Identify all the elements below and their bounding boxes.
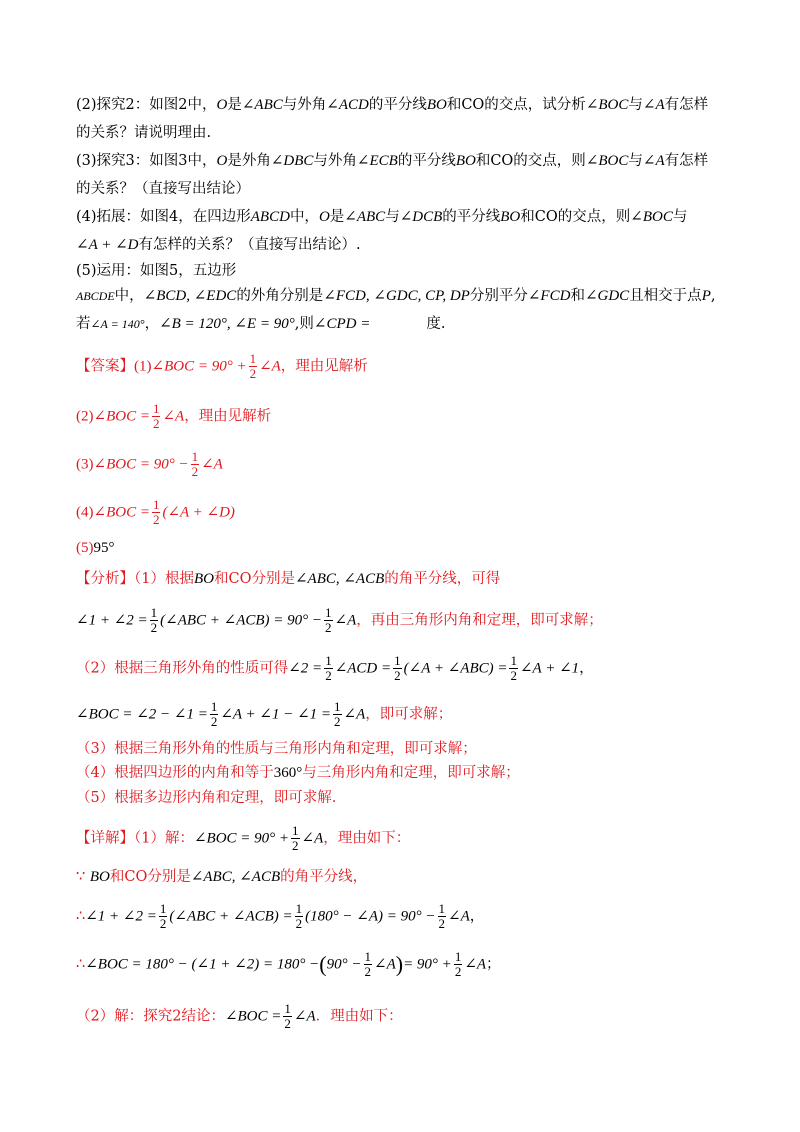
text: ， bbox=[579, 660, 594, 677]
fraction-half: $\frac{1}{2}$ bbox=[284, 1001, 291, 1031]
math: ∠CPD = bbox=[313, 316, 371, 332]
math: ∠1 + ∠2 = bbox=[76, 612, 148, 629]
detail-line-2 bbox=[76, 866, 740, 888]
text: (4)拓展：如图4，在四边形 bbox=[76, 209, 251, 225]
answer-1 bbox=[76, 352, 740, 381]
text: （1）根据 bbox=[134, 571, 194, 587]
math: (∠A + ∠ABC) = bbox=[403, 660, 508, 677]
text: (2)探究2：如图2中， bbox=[76, 97, 217, 113]
text: （2）根据三角形外角的性质可得 bbox=[76, 660, 289, 677]
question-5-line-3 bbox=[76, 313, 740, 335]
text: 中， bbox=[114, 288, 144, 304]
fraction-half: $\frac{1}{2}$ bbox=[295, 901, 303, 931]
text: 和CO分别是 bbox=[109, 869, 191, 885]
text: (5) bbox=[76, 540, 94, 556]
math: 90° − bbox=[326, 956, 362, 973]
math: ∠GDC bbox=[584, 288, 630, 304]
text: ，理由如下： bbox=[323, 830, 411, 847]
question-3-line-1 bbox=[76, 150, 740, 172]
math: ∠A bbox=[201, 456, 223, 473]
right-paren: ) bbox=[395, 951, 404, 977]
fraction-half: $\frac{1}{2}$ bbox=[334, 699, 341, 729]
math: ∠DBC bbox=[270, 153, 314, 169]
math: ∠2 = bbox=[288, 660, 323, 677]
text: 和CO分别是 bbox=[213, 571, 295, 587]
math: BO bbox=[426, 97, 447, 113]
question-2-line-2: 的关系？请说明理由. bbox=[76, 125, 212, 141]
question-2-line-1 bbox=[76, 94, 740, 116]
analysis-line-6 bbox=[76, 762, 740, 784]
text: （4）根据四边形的内角和等于 bbox=[76, 765, 274, 781]
math: BO bbox=[500, 209, 521, 225]
math: ∠ABC, ∠ACB bbox=[190, 869, 281, 885]
math: (∠ABC + ∠ACB) = 90° − bbox=[160, 612, 323, 629]
text: 若 bbox=[76, 316, 91, 332]
math: ∠BOC = 90° + bbox=[151, 358, 247, 375]
math: ∠ABC bbox=[241, 97, 283, 113]
math: ∠BOC = 90° − bbox=[93, 456, 189, 473]
question-5-line-2 bbox=[76, 285, 740, 307]
answer-2 bbox=[76, 402, 740, 431]
text: (3)探究3：如图3中， bbox=[76, 153, 217, 169]
text: (2) bbox=[76, 408, 94, 425]
text: 有怎样 bbox=[664, 97, 709, 113]
math: (∠ABC + ∠ACB) = bbox=[169, 908, 293, 925]
text: 且相交于点 bbox=[629, 288, 702, 304]
text: 与外角 bbox=[313, 153, 357, 169]
text: ， bbox=[469, 908, 485, 925]
detail-tag: 【详解】 bbox=[76, 830, 134, 847]
math: ∠A + ∠1 − ∠1 = bbox=[220, 706, 332, 723]
text: 的平分线 bbox=[442, 209, 501, 225]
text: 与 bbox=[672, 209, 688, 225]
question-4-line-2 bbox=[76, 234, 740, 256]
math: ∠FCD bbox=[527, 288, 571, 304]
math: ∠BOC = bbox=[224, 1008, 282, 1025]
math: ∠BOC bbox=[585, 97, 629, 113]
fraction-half: $\frac{1}{2}$ bbox=[510, 653, 517, 683]
text: 中， bbox=[289, 209, 319, 225]
math: ABCD bbox=[250, 209, 290, 225]
math: ∠A + ∠D bbox=[76, 237, 139, 253]
text: 的角平分线，可得 bbox=[384, 571, 501, 587]
math: ∠A bbox=[642, 97, 665, 113]
math: ∠A = 140° bbox=[90, 317, 145, 331]
math: ∠A bbox=[334, 612, 357, 629]
text: (3) bbox=[76, 456, 94, 473]
fraction-half: $\frac{1}{2}$ bbox=[454, 949, 462, 979]
fraction-half: $\frac{1}{2}$ bbox=[325, 605, 332, 635]
math: ∠BCD, ∠EDC bbox=[143, 288, 237, 304]
text: 是 bbox=[329, 209, 345, 225]
left-paren: ( bbox=[319, 951, 327, 977]
math: = 90° + bbox=[403, 956, 452, 973]
math: ∠A bbox=[448, 908, 470, 925]
text: 分别平分 bbox=[469, 288, 528, 304]
text: 与 bbox=[628, 97, 643, 113]
math: ∠BOC = bbox=[93, 504, 150, 521]
text: ,则 bbox=[294, 316, 314, 332]
analysis-line-7: （5）根据多边形内角和定理，即可求解. bbox=[76, 790, 337, 806]
math: ∠A bbox=[259, 358, 281, 375]
fraction-half: $\frac{1}{2}$ bbox=[438, 901, 445, 931]
math: ∠ABC, ∠ACB bbox=[294, 571, 385, 587]
text: 与三角形内角和定理，即可求解； bbox=[302, 765, 520, 781]
detail-line-4 bbox=[76, 950, 740, 979]
math: (180° − ∠A) = 90° − bbox=[305, 908, 436, 925]
math: ∠A bbox=[293, 1008, 316, 1025]
math: O bbox=[318, 209, 330, 225]
text: 和CO的交点，则 bbox=[475, 153, 586, 169]
math: ∠ACD bbox=[326, 97, 369, 113]
because-symbol: ∵ bbox=[76, 869, 86, 885]
math: ∠DCB bbox=[399, 209, 443, 225]
fraction-half: $\frac{1}{2}$ bbox=[394, 653, 401, 683]
detail-line-5 bbox=[76, 1002, 740, 1031]
math: ∠ABC bbox=[344, 209, 386, 225]
text: 是 bbox=[227, 97, 242, 113]
text: (1) bbox=[134, 358, 152, 375]
answer-5 bbox=[76, 537, 740, 559]
math: 360° bbox=[273, 765, 303, 781]
math: ∠A bbox=[301, 830, 324, 847]
text: ．理由如下： bbox=[315, 1008, 403, 1025]
fraction-half: $\frac{1}{2}$ bbox=[210, 699, 218, 729]
therefore-symbol: ∴ bbox=[76, 908, 86, 925]
math: ∠BOC bbox=[630, 209, 673, 225]
text: 的平分线 bbox=[368, 97, 427, 113]
math: ∠A + ∠1 bbox=[519, 660, 580, 677]
text: 度. bbox=[426, 316, 446, 332]
fraction-half: $\frac{1}{2}$ bbox=[191, 449, 199, 479]
math: BO bbox=[89, 869, 110, 885]
detail-line-1 bbox=[76, 824, 740, 853]
fraction-half: $\frac{1}{2}$ bbox=[364, 949, 371, 979]
text: 与 bbox=[628, 153, 643, 169]
math: ∠A bbox=[162, 408, 185, 425]
math: ∠FCD, ∠GDC, CP, DP bbox=[323, 288, 470, 304]
analysis-tag: 【分析】 bbox=[76, 571, 134, 587]
analysis-line-3 bbox=[76, 654, 740, 683]
detail-line-3 bbox=[76, 902, 740, 931]
math: ∠BOC = bbox=[93, 408, 150, 425]
text: , bbox=[710, 288, 716, 304]
math: ∠1 + ∠2 = bbox=[85, 908, 157, 925]
math: ∠BOC bbox=[585, 153, 629, 169]
answer-4 bbox=[76, 498, 740, 527]
text: 的平分线 bbox=[397, 153, 456, 169]
math: ABCDE bbox=[76, 289, 115, 303]
question-5-line-1: (5)运用：如图5，五边形 bbox=[76, 263, 237, 279]
math: ∠A bbox=[464, 956, 487, 973]
text: (4) bbox=[76, 504, 94, 521]
text: ，理由见解析 bbox=[280, 358, 368, 375]
math: ∠ECB bbox=[356, 153, 398, 169]
text: 和 bbox=[570, 288, 585, 304]
text: ，理由见解析 bbox=[184, 408, 272, 425]
math: 95° bbox=[93, 540, 115, 556]
text: （1）解： bbox=[134, 830, 194, 847]
math: ∠A bbox=[374, 956, 396, 973]
analysis-line-2 bbox=[76, 606, 740, 635]
text: 有怎样的关系？（直接写出结论）. bbox=[138, 237, 361, 253]
text: 是外角 bbox=[227, 153, 271, 169]
question-3-line-2: 的关系？（直接写出结论） bbox=[76, 181, 250, 197]
analysis-line-5: （3）根据三角形外角的性质与三角形内角和定理，即可求解； bbox=[76, 741, 477, 757]
answer-3 bbox=[76, 450, 740, 479]
fraction-half: $\frac{1}{2}$ bbox=[249, 351, 257, 381]
math: ∠ACD = bbox=[334, 660, 392, 677]
math: ∠BOC = 90° + bbox=[193, 830, 290, 847]
fraction-half: $\frac{1}{2}$ bbox=[152, 401, 160, 431]
therefore-symbol: ∴ bbox=[76, 956, 86, 973]
text: 有怎样 bbox=[664, 153, 709, 169]
text: ； bbox=[486, 956, 501, 973]
math: P bbox=[701, 288, 711, 304]
text: 的外角分别是 bbox=[236, 288, 324, 304]
math: ∠A bbox=[343, 706, 366, 723]
math: ∠B = 120°, ∠E = 90° bbox=[159, 316, 295, 332]
text: 的角平分线， bbox=[280, 869, 368, 885]
answer-tag: 【答案】 bbox=[76, 358, 134, 375]
math: ∠A bbox=[642, 153, 665, 169]
fraction-half: $\frac{1}{2}$ bbox=[152, 497, 160, 527]
question-4-line-1 bbox=[76, 206, 740, 228]
fraction-half: $\frac{1}{2}$ bbox=[325, 653, 332, 683]
math: (∠A + ∠D) bbox=[162, 504, 235, 521]
fraction-half: $\frac{1}{2}$ bbox=[150, 605, 158, 635]
fraction-half: $\frac{1}{2}$ bbox=[159, 901, 167, 931]
text: 和CO的交点，则 bbox=[520, 209, 631, 225]
math: BO bbox=[455, 153, 476, 169]
analysis-line-4 bbox=[76, 700, 740, 729]
text: ， bbox=[144, 316, 160, 332]
math: O bbox=[216, 97, 228, 113]
math: ∠BOC = ∠2 − ∠1 = bbox=[76, 706, 208, 723]
math: BO bbox=[193, 571, 214, 587]
text: 和CO的交点，试分析 bbox=[446, 97, 586, 113]
fraction-half: $\frac{1}{2}$ bbox=[292, 823, 299, 853]
text: ，即可求解； bbox=[365, 706, 453, 723]
math: O bbox=[216, 153, 228, 169]
text: （2）解：探究2结论： bbox=[76, 1008, 225, 1025]
analysis-line-1 bbox=[76, 568, 740, 590]
text: 与外角 bbox=[282, 97, 327, 113]
text: 与 bbox=[385, 209, 400, 225]
text: ，再由三角形内角和定理，即可求解； bbox=[356, 612, 603, 629]
math: ∠BOC = 180° − (∠1 + ∠2) = 180° − bbox=[85, 956, 320, 973]
